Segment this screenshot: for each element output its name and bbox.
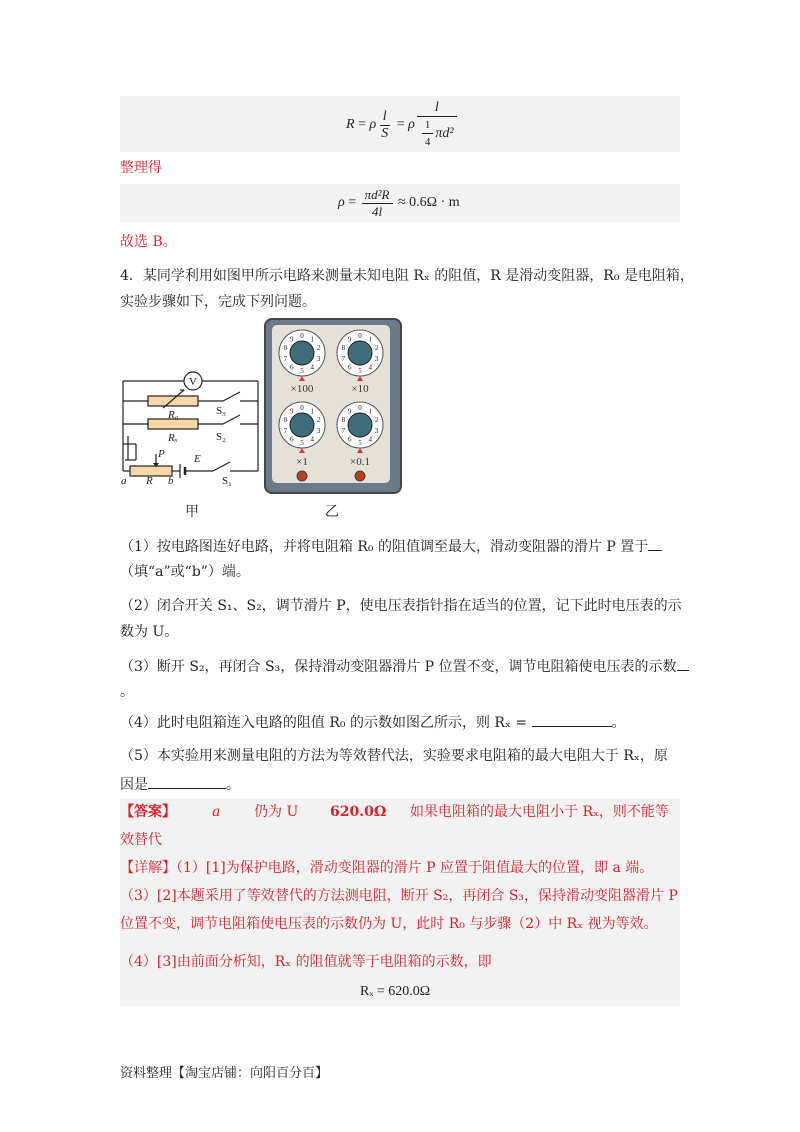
- dial-digit: 8: [283, 416, 288, 425]
- resistance-box-dials: [272, 325, 390, 483]
- dial-digit: 5: [358, 439, 362, 447]
- dial-digit: 8: [283, 344, 288, 353]
- dial-digit: 5: [300, 439, 304, 447]
- dial-digit: 4: [310, 435, 315, 444]
- dial-digit: 5: [300, 367, 304, 375]
- label-r: R: [146, 475, 153, 487]
- item-2-line-2: 数为 U。: [120, 624, 179, 640]
- dial-digit: 3: [374, 354, 379, 363]
- explain-formula: Rₓ = 620.0Ω: [360, 984, 431, 999]
- item-1-line-2: （填“a”或“b”）端。: [120, 564, 250, 580]
- item-5-line-1: （5）本实验用来测量电阻的方法为等效替代法，实验要求电阻箱的最大电阻大于 Rₓ，原: [120, 748, 668, 764]
- item-4: （4）此时电阻箱连入电路的阻值 R₀ 的示数如图乙所示，则 Rₓ = 。: [120, 712, 626, 733]
- label-x1: ×1: [296, 456, 308, 468]
- dial-digit: 6: [289, 363, 294, 372]
- answer-3: 620.0Ω: [330, 804, 387, 820]
- dial-digit: 9: [347, 407, 352, 416]
- voltmeter-symbol: V: [189, 376, 197, 388]
- formula-resistivity: ρ = $\frac{\text{πd²R}}{4l}$ ≈ 0.6Ω · m: [338, 186, 460, 219]
- dial-digit: 9: [289, 407, 294, 416]
- item-3-line-1: （3）断开 S₂，再闭合 S₃，保持滑动变阻器滑片 P 位置不变，调节电阻箱使电压表的示数: [120, 656, 689, 677]
- dial-digit: 1: [310, 407, 315, 416]
- label-s3: S₃: [216, 405, 226, 417]
- dial-digit: 2: [316, 344, 321, 353]
- dial-digit: 8: [341, 344, 346, 353]
- explain-line-1: 【详解】（1）[1]为保护电路，滑动变阻器的滑片 P 应置于阻值最大的位置，即 a 端。: [120, 860, 654, 876]
- item-5-line-2: 因是 。: [120, 774, 240, 795]
- dial-digit: 0: [300, 404, 304, 412]
- footer-text: 资料整理【淘宝店铺：向阳百分百】: [120, 1066, 329, 1081]
- label-e: E: [194, 453, 201, 465]
- dial-digit: 7: [283, 426, 288, 435]
- dial-digit: 2: [374, 416, 379, 425]
- label-s2: S₂: [216, 431, 226, 443]
- dial-digit: 7: [341, 354, 346, 363]
- caption-yi: 乙: [325, 504, 339, 520]
- item-3-line-2: 。: [120, 684, 134, 700]
- dial-digit: 4: [310, 363, 315, 372]
- dial-digit: 1: [368, 335, 373, 344]
- dial-digit: 0: [300, 332, 304, 340]
- dial-digit: 9: [289, 335, 294, 344]
- dial-digit: 3: [316, 426, 321, 435]
- circuit-diagram: [118, 326, 268, 526]
- item-1-line-1: （1）按电路图连好电路，并将电阻箱 R₀ 的阻值调至最大，滑动变阻器的滑片 P 置于: [120, 536, 662, 557]
- dial-digit: 4: [368, 435, 373, 444]
- caption-jia: 甲: [185, 504, 199, 520]
- dial-digit: 4: [368, 363, 373, 372]
- dial-digit: 2: [316, 416, 321, 425]
- dial-digit: 8: [341, 416, 346, 425]
- dial-digit: 6: [347, 435, 352, 444]
- label-s1: S₁: [222, 475, 232, 487]
- formula-resistance: R = ρ $\frac{l}{S}$ = ρ l $\frac{1}{4}$ πd²: [346, 100, 459, 150]
- dial-digit: 3: [316, 354, 321, 363]
- answer-1: a: [212, 804, 221, 820]
- dial-digit: 0: [358, 404, 362, 412]
- dial-digit: 9: [347, 335, 352, 344]
- dial-digit: 7: [341, 426, 346, 435]
- label-r0: R₀: [168, 409, 179, 421]
- label-x100: ×100: [290, 383, 314, 395]
- dial-digit: 3: [374, 426, 379, 435]
- question-line-2: 实验步骤如下，完成下列问题。: [120, 294, 316, 310]
- label-b: b: [168, 475, 174, 487]
- text-guxuan: 故选 B。: [120, 234, 177, 250]
- dial-digit: 1: [310, 335, 315, 344]
- item-2-line-1: （2）闭合开关 S₁、S₂，调节滑片 P，使电压表指针指在适当的位置，记下此时电压表的示: [120, 598, 682, 614]
- dial-digit: 2: [374, 344, 379, 353]
- answer-4-line-2: 效替代: [120, 832, 162, 848]
- dial-digit: 6: [289, 435, 294, 444]
- explain-line-4: （4）[3]由前面分析知，Rₓ 的阻值就等于电阻箱的示数，即: [120, 954, 492, 970]
- label-x10: ×10: [351, 383, 369, 395]
- explain-line-2: （3）[2]本题采用了等效替代的方法测电阻，断开 S₂，再闭合 S₃，保持滑动变阻器滑片 P: [120, 888, 678, 904]
- label-x0-1: ×0.1: [350, 456, 370, 468]
- answer-tag: 【答案】: [120, 804, 176, 820]
- answer-4-line-1: 如果电阻箱的最大电阻小于 Rₓ，则不能等: [410, 804, 669, 820]
- dial-digit: 7: [283, 354, 288, 363]
- dial-digit: 1: [368, 407, 373, 416]
- question-line-1: 4．某同学利用如图甲所示电路来测量未知电阻 Rₓ 的阻值，R 是滑动变阻器，R₀ 是电阻箱，: [120, 268, 694, 284]
- answer-2: 仍为 U: [254, 804, 299, 820]
- label-a: a: [121, 475, 127, 487]
- dial-digit: 5: [358, 367, 362, 375]
- label-rx: Rₓ: [168, 432, 178, 444]
- label-p: P: [158, 448, 165, 460]
- dial-digit: 0: [358, 332, 362, 340]
- text-zhengli: 整理得: [120, 160, 162, 176]
- explain-line-3: 位置不变，调节电阻箱使电压表的示数仍为 U，此时 R₀ 与步骤（2）中 Rₓ 视为等效。: [120, 916, 658, 932]
- dial-digit: 6: [347, 363, 352, 372]
